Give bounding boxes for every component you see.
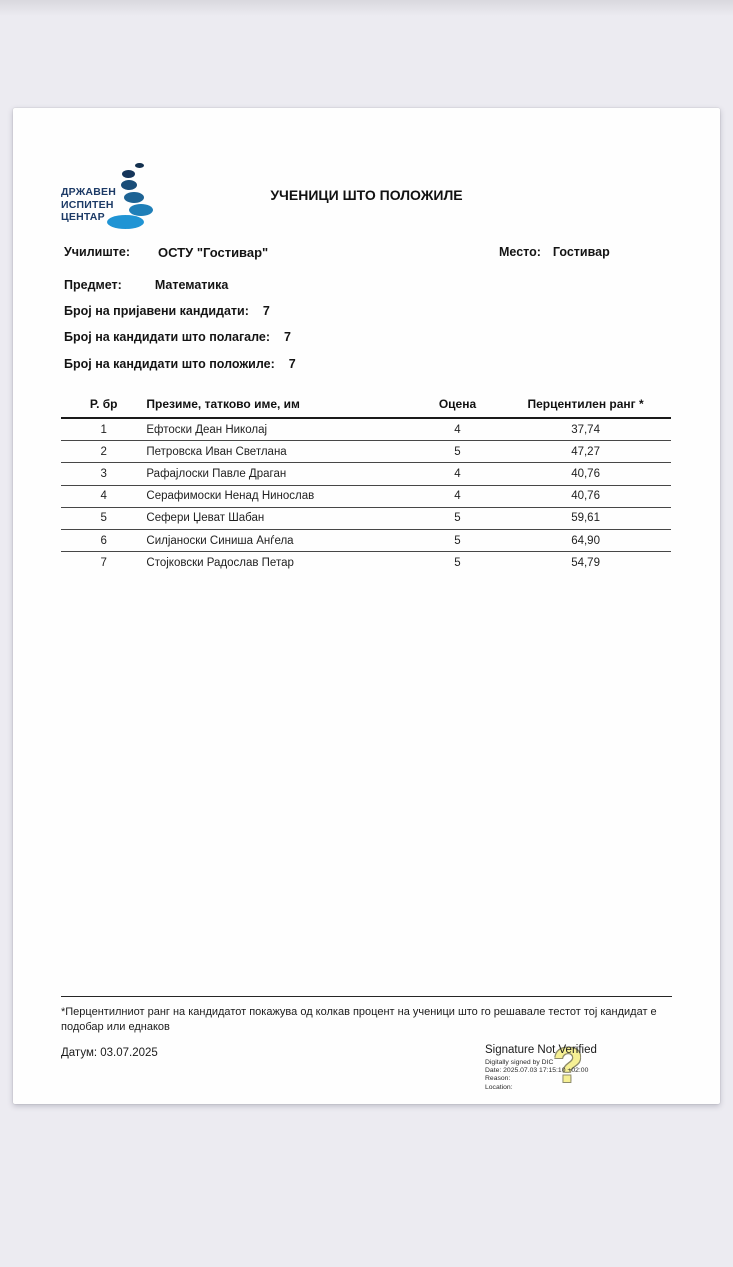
date-text: Датум: 03.07.2025	[61, 1047, 158, 1059]
cell-rank: 2	[61, 441, 146, 463]
cell-name: Сефери Џеват Шабан	[146, 507, 414, 529]
cell-rank: 1	[61, 418, 146, 441]
school-row	[64, 245, 268, 260]
table-row	[61, 441, 671, 463]
cell-name: Петровска Иван Светлана	[146, 441, 414, 463]
cell-name: Рафајлоски Павле Драган	[146, 463, 414, 485]
cell-grade: 4	[415, 418, 500, 441]
place-label: Место:	[499, 245, 541, 259]
table-header-row	[61, 394, 671, 418]
logo-line-1: ДРЖАВЕН	[61, 186, 116, 198]
subject-value: Математика	[154, 278, 229, 292]
footnote-divider	[61, 996, 672, 997]
cell-grade: 4	[415, 485, 500, 507]
cell-percentile: 40,76	[500, 463, 671, 485]
signature-reason: Reason:	[485, 1075, 511, 1083]
school-value: ОСТУ "Гостивар"	[158, 245, 269, 260]
school-label: Училиште:	[64, 245, 130, 259]
registered-candidates-label: Број на пријавени кандидати:	[64, 304, 249, 318]
logo-line-2: ИСПИТЕН	[61, 198, 114, 211]
cell-percentile: 59,61	[500, 507, 671, 529]
table-row	[61, 463, 671, 485]
header-percentile-rank: Перцентилен ранг *	[500, 394, 671, 418]
passed-candidates-label: Број на кандидати што положиле:	[64, 357, 275, 371]
cell-grade: 4	[415, 463, 500, 485]
header-grade: Оцена	[415, 394, 500, 418]
table-row	[61, 552, 671, 574]
table-row	[61, 529, 671, 551]
signature-signed-by: Digitally signed by DIC	[485, 1059, 554, 1066]
results-table	[61, 394, 671, 573]
cell-name: Серафимоски Ненад Нинослав	[146, 485, 414, 507]
cell-rank: 7	[100, 556, 107, 569]
table-row	[61, 507, 671, 529]
cell-grade: 5	[415, 507, 500, 529]
cell-grade: 5	[415, 441, 500, 463]
percentile-footnote: *Перцентилниот ранг на кандидатот покажува од колкав процент на ученици што го решавале тестот тој кандидат е подобар или еднаков	[61, 1006, 657, 1033]
signature-details	[485, 1059, 675, 1092]
registered-candidates-row	[64, 304, 270, 318]
cell-rank: 6	[61, 529, 146, 551]
page-title: УЧЕНИЦИ ШТО ПОЛОЖИЛЕ	[270, 187, 463, 203]
table-row	[61, 485, 671, 507]
place-value: Гостивар	[552, 245, 610, 259]
cell-percentile: 40,76	[500, 485, 671, 507]
signature-status-text: Signature Not Verified	[485, 1044, 597, 1056]
cell-rank: 3	[61, 463, 146, 485]
header-rank-number: Р. бр	[61, 394, 146, 418]
table-row	[61, 418, 671, 441]
signature-date: Date: 2025.07.03 17:15:10 +02:00	[485, 1067, 589, 1075]
took-exam-candidates-row	[64, 330, 291, 344]
cell-name: Силјаноски Синиша Анѓела	[146, 529, 414, 551]
cell-name: Стојковски Радослав Петар	[146, 556, 294, 569]
background-top-shade	[0, 0, 733, 16]
cell-rank: 4	[61, 485, 146, 507]
header-name: Презиме, татково име, им	[146, 394, 414, 418]
cell-grade: 5	[454, 556, 461, 569]
question-mark-icon: ?	[553, 1039, 583, 1093]
subject-label: Предмет:	[64, 278, 122, 292]
subject-row	[64, 278, 228, 292]
took-exam-candidates-value: 7	[284, 330, 291, 344]
digital-signature-block	[485, 1039, 675, 1093]
took-exam-candidates-label: Број на кандидати што полагале:	[64, 330, 271, 344]
place-row	[499, 245, 610, 259]
document-page	[13, 108, 720, 1104]
registered-candidates-value: 7	[262, 304, 270, 318]
cell-name: Ефтоски Деан Николај	[146, 418, 414, 441]
passed-candidates-row	[64, 357, 296, 371]
cell-grade: 5	[415, 529, 500, 551]
cell-percentile: 64,90	[500, 529, 671, 551]
passed-candidates-value: 7	[288, 357, 296, 371]
logo-line-3: ЦЕНТАР	[61, 211, 105, 223]
signature-location: Location:	[485, 1083, 513, 1091]
cell-percentile: 37,74	[500, 418, 671, 441]
cell-percentile: 54,79	[571, 556, 600, 569]
cell-percentile: 47,27	[500, 441, 671, 463]
cell-rank: 5	[61, 507, 146, 529]
